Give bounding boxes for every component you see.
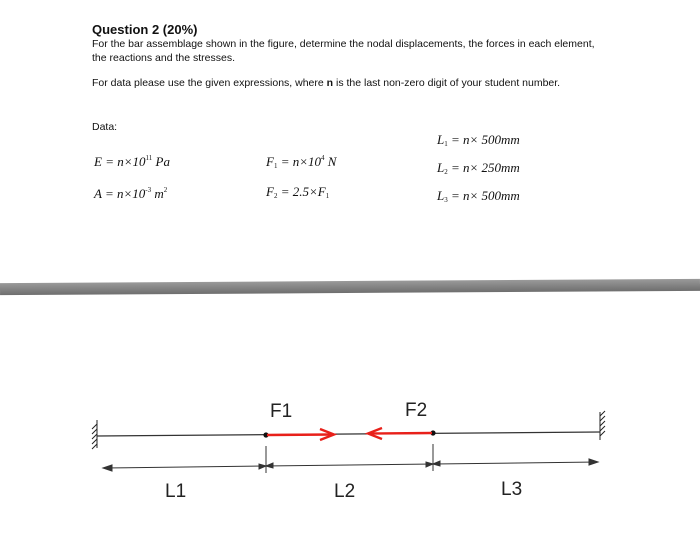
- length-L3-label: L3: [501, 479, 523, 500]
- equation-F2: $F_2 = 2.5\times F_1$: [266, 184, 330, 200]
- question-text: For the bar assemblage shown in the figure, determine the nodal displacements, the forces in each element, the reactions and the stresses.: [92, 38, 595, 64]
- bar-line: [97, 432, 600, 436]
- length-L2-label: L2: [334, 481, 356, 502]
- force-F1-arrow: [267, 429, 334, 440]
- instructions-after: is the last non-zero digit of your student number.: [333, 77, 561, 89]
- left-wall-support: [92, 420, 97, 449]
- force-F2-label: F2: [405, 400, 428, 421]
- right-wall-support: [600, 411, 605, 440]
- equation-L1: $L_1 = n\times 500mm$: [437, 132, 520, 148]
- equation-A: $A = n\times 10^{-3}$ $m^2$: [94, 186, 168, 201]
- equation-F1: $F_1 = n\times 10^4$ N: [266, 154, 337, 170]
- force-F1-label: F1: [270, 401, 293, 422]
- force-F2-arrow: [368, 428, 432, 439]
- question-title: Question 2 (20%): [92, 22, 198, 37]
- instructions-before: For data please use the given expressions, where: [92, 77, 327, 89]
- equation-L2: $L_2 = n\times 250mm$: [437, 160, 520, 176]
- instructions-n: n: [326, 77, 334, 89]
- data-instructions: [92, 76, 602, 90]
- equation-L3: $L_3 = n\times 500mm$: [437, 188, 520, 204]
- page-divider: [0, 279, 700, 295]
- data-label: Data:: [92, 121, 118, 133]
- dimension-line: [103, 444, 598, 473]
- bar-assemblage-diagram: [0, 380, 700, 510]
- equation-E: $E = n\times 10^{11}$ Pa: [94, 154, 170, 169]
- length-L1-label: L1: [165, 481, 187, 502]
